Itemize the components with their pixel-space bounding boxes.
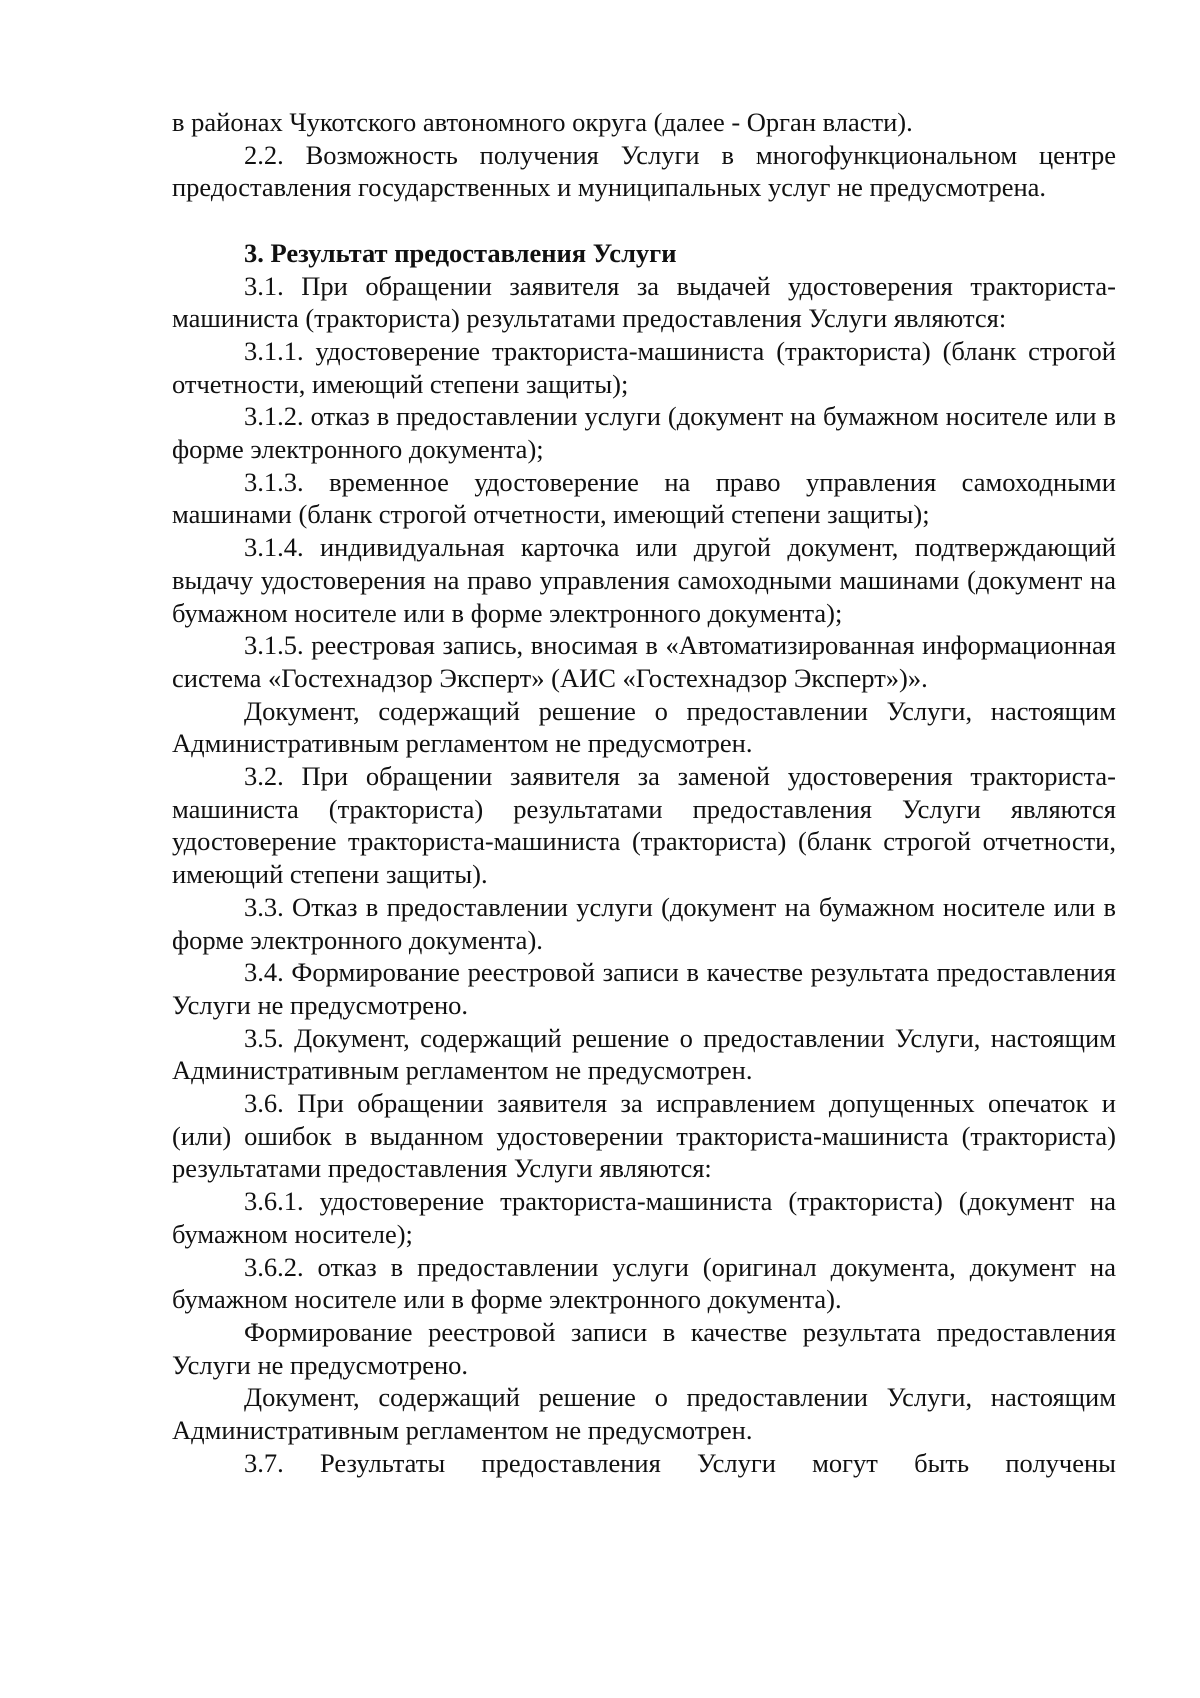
paragraph-3-3: 3.3. Отказ в предоставлении услуги (документ на бумажном носителе или в форме электронного документа). [172,891,1116,955]
paragraph-3-1: 3.1. При обращении заявителя за выдачей удостоверения тракториста-машиниста (тракториста) результатами предоставления Услуги являются: [172,270,1116,334]
paragraph-3-1-4: 3.1.4. индивидуальная карточка или другой документ, подтверждающий выдачу удостоверения на право управления самоходными машинами (документ на бумажном носителе или в форме электронного документа); [172,532,1116,628]
paragraph-3-1-2: 3.1.2. отказ в предоставлении услуги (документ на бумажном носителе или в форме электронного документа); [172,401,1116,465]
paragraph-continuation: в районах Чукотского автономного округа (далее - Орган власти). [172,107,913,137]
paragraph-3-4: 3.4. Формирование реестровой записи в качестве результата предоставления Услуги не предусмотрено. [172,957,1116,1020]
section-heading-3: 3. Результат предоставления Услуги [244,237,677,268]
document-body [172,106,1116,1480]
paragraph-3-1-1: 3.1.1. удостоверение тракториста-машиниста (тракториста) (бланк строгой отчетности, имеющий степени защиты); [172,335,1116,399]
paragraph-3-6: 3.6. При обращении заявителя за исправлением допущенных опечаток и (или) ошибок в выданном удостоверении тракториста-машиниста (тракториста) результатами предоставления Услуги являются: [172,1088,1116,1184]
paragraph-3-1-5: 3.1.5. реестровая запись, вносимая в «Автоматизированная информационная система «Гостехнадзор Эксперт» (АИС «Гостехнадзор Эксперт»)». [172,630,1116,693]
blank-line [172,204,1116,237]
paragraph-3-5: 3.5. Документ, содержащий решение о предоставлении Услуги, настоящим Административным регламентом не предусмотрен. [172,1022,1116,1086]
paragraph-3-7: 3.7. Результаты предоставления Услуги могут быть получены [244,1447,1116,1478]
paragraph-registry-note: Формирование реестровой записи в качестве результата предоставления Услуги не предусмотрено. [172,1317,1116,1380]
paragraph-2-2: 2.2. Возможность получения Услуги в многофункциональном центре предоставления государственных и муниципальных услуг не предусмотрена. [172,139,1116,203]
paragraph-3-6-2: 3.6.2. отказ в предоставлении услуги (оригинал документа, документ на бумажном носителе или в форме электронного документа). [172,1251,1116,1315]
paragraph-document-note-2: Документ, содержащий решение о предоставлении Услуги, настоящим Административным регламентом не предусмотрен. [172,1382,1116,1446]
paragraph-document-note-1: Документ, содержащий решение о предоставлении Услуги, настоящим Административным регламентом не предусмотрен. [172,695,1116,759]
paragraph-3-6-1: 3.6.1. удостоверение тракториста-машиниста (тракториста) (документ на бумажном носителе); [172,1186,1116,1249]
paragraph-3-1-3: 3.1.3. временное удостоверение на право управления самоходными машинами (бланк строгой отчетности, имеющий степени защиты); [172,466,1116,530]
paragraph-3-2: 3.2. При обращении заявителя за заменой удостоверения тракториста-машиниста (тракториста) результатами предоставления Услуги являются удостоверение тракториста-машиниста (тракториста) (бланк строгой отчетности, имеющий степени защиты). [172,761,1116,890]
